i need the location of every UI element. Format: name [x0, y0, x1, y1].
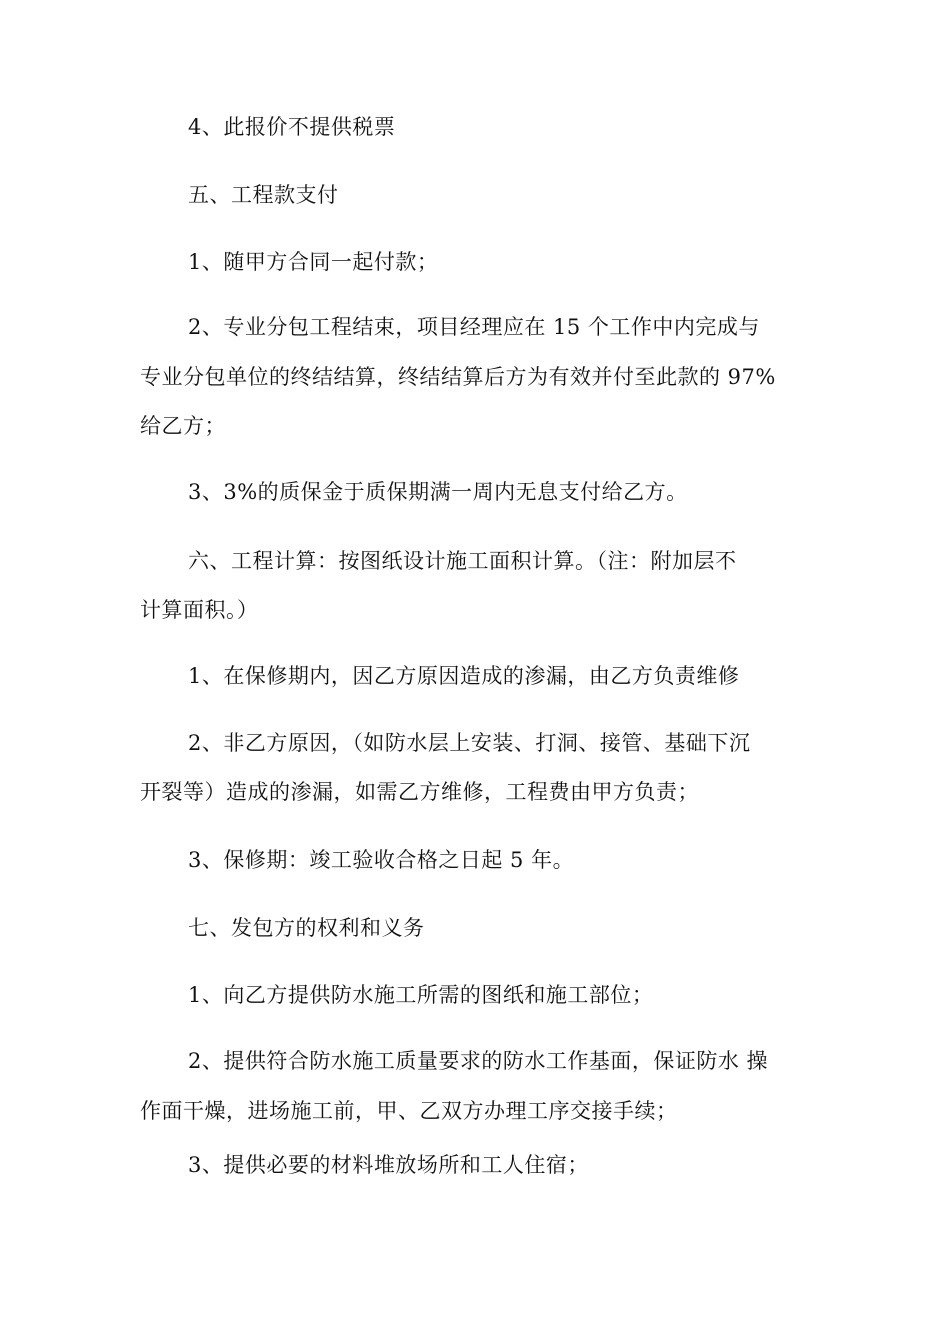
- section-heading: 六、工程计算：按图纸设计施工面积计算。（注：附加层不: [188, 549, 737, 573]
- text-line: 4、此报价不提供税票: [188, 115, 396, 139]
- text-line: 2、专业分包工程结束，项目经理应在 15 个工作中内完成与: [188, 315, 760, 339]
- text-line: 3、3%的质保金于质保期满一周内无息支付给乙方。: [188, 480, 688, 504]
- section-heading: 七、发包方的权利和义务: [188, 916, 425, 940]
- text-line: 2、提供符合防水施工质量要求的防水工作基面，保证防水 操: [188, 1049, 769, 1073]
- text-line: 给乙方；: [140, 414, 226, 438]
- text-line: 专业分包单位的终结结算，终结结算后方为有效并付至此款的 97%: [140, 365, 776, 389]
- text-line: 1、在保修期内，因乙方原因造成的渗漏，由乙方负责维修: [188, 664, 740, 688]
- text-line: 1、随甲方合同一起付款；: [188, 250, 439, 274]
- text-line: 计算面积。）: [140, 598, 259, 622]
- text-line: 1、向乙方提供防水施工所需的图纸和施工部位；: [188, 983, 654, 1007]
- text-line: 作面干燥，进场施工前，甲、乙双方办理工序交接手续；: [140, 1099, 678, 1123]
- text-line: 3、保修期：竣工验收合格之日起 5 年。: [188, 848, 575, 872]
- text-line: 2、非乙方原因，（如防水层上安装、打洞、接管、基础下沉: [188, 731, 751, 755]
- text-line: 3、提供必要的材料堆放场所和工人住宿；: [188, 1153, 589, 1177]
- text-line: 开裂等）造成的渗漏，如需乙方维修，工程费由甲方负责；: [140, 780, 699, 804]
- section-heading: 五、工程款支付: [188, 183, 339, 207]
